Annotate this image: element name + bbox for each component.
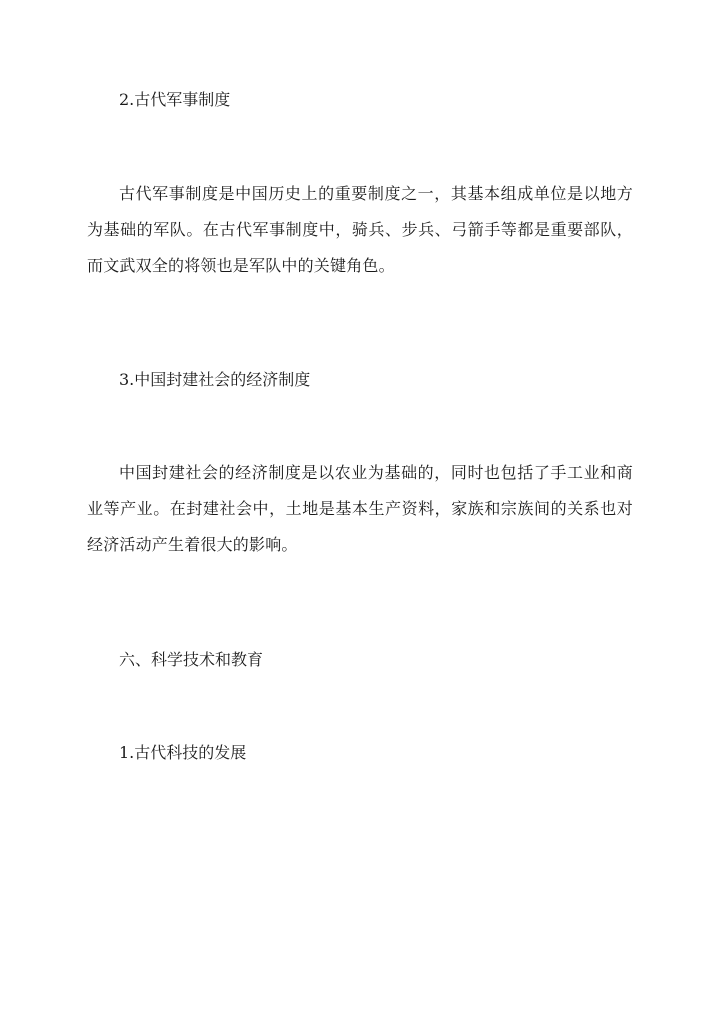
paragraph-military-system: 古代军事制度是中国历史上的重要制度之一，其基本组成单位是以地方为基础的军队。在古代军事制度中，骑兵、步兵、弓箭手等都是重要部队，而文武双全的将领也是军队中的关键角色。 [87, 184, 633, 275]
section-heading-feudal-economy: 3.中国封建社会的经济制度 [119, 370, 311, 389]
section-heading-military-system: 2.古代军事制度 [119, 90, 231, 109]
section-heading-ancient-technology: 1.古代科技的发展 [119, 743, 247, 762]
section-heading-science-education: 六、科学技术和教育 [119, 650, 264, 669]
paragraph-feudal-economy: 中国封建社会的经济制度是以农业为基础的，同时也包括了手工业和商业等产业。在封建社会中，土地是基本生产资料，家族和宗族间的关系也对经济活动产生着很大的影响。 [87, 463, 633, 554]
